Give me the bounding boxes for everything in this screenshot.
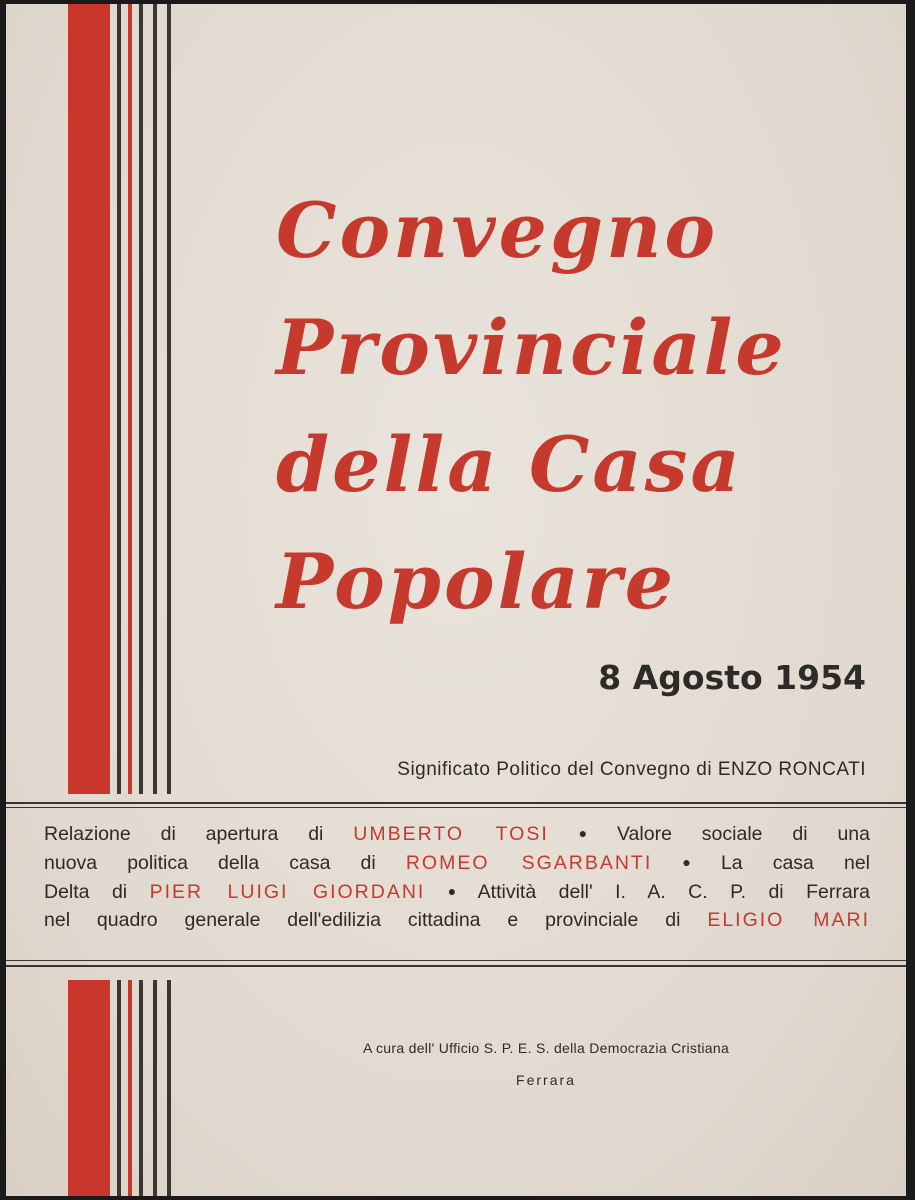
decorative-line bbox=[117, 980, 121, 1196]
decorative-line bbox=[139, 4, 143, 794]
divider-rule bbox=[6, 960, 906, 961]
title-line: della Casa bbox=[276, 420, 743, 509]
programme-text-segment: nel quadro generale dell'edilizia cittadina e provinciale di bbox=[44, 909, 681, 931]
title-line: Popolare bbox=[276, 537, 677, 626]
decorative-line bbox=[167, 980, 171, 1196]
title-line: Convegno bbox=[276, 186, 719, 275]
programme-line bbox=[44, 819, 870, 848]
decorative-red-bar-top bbox=[68, 4, 110, 794]
programme-line bbox=[44, 848, 870, 877]
bullet-icon: ● bbox=[447, 883, 457, 899]
speaker-name: UMBERTO TOSI bbox=[353, 823, 549, 845]
speaker-name: ELIGIO MARI bbox=[707, 909, 870, 931]
divider-rule bbox=[6, 802, 906, 804]
decorative-line bbox=[139, 980, 143, 1196]
speaker-name: PIER LUIGI GIORDANI bbox=[149, 881, 426, 903]
programme-line bbox=[44, 877, 870, 906]
programme-line bbox=[44, 906, 870, 934]
publisher-city: Ferrara bbox=[516, 1072, 576, 1088]
speaker-name: ROMEO SGARBANTI bbox=[405, 852, 653, 874]
programme-text bbox=[44, 819, 870, 934]
decorative-line bbox=[153, 980, 157, 1196]
programme-text-segment: nuova politica della casa di bbox=[44, 852, 376, 874]
poster-page bbox=[6, 4, 906, 1196]
decorative-line bbox=[128, 980, 132, 1196]
publisher-credit: A cura dell' Ufficio S. P. E. S. della Democrazia Cristiana bbox=[362, 1040, 730, 1056]
event-date: 8 Agosto 1954 bbox=[598, 658, 866, 697]
bullet-icon: ● bbox=[578, 825, 588, 841]
subtitle: Significato Politico del Convegno di ENZO RONCATI bbox=[397, 759, 866, 780]
title-line: Provinciale bbox=[276, 303, 787, 392]
programme-text-segment: Valore sociale di una bbox=[617, 823, 870, 845]
decorative-red-bar-bottom bbox=[68, 980, 110, 1196]
programme-text-segment: Relazione di apertura di bbox=[44, 823, 324, 845]
decorative-line bbox=[167, 4, 171, 794]
decorative-line bbox=[153, 4, 157, 794]
poster-title bbox=[276, 172, 836, 640]
divider-rule bbox=[6, 965, 906, 967]
programme-text-segment: La casa nel bbox=[720, 852, 871, 874]
programme-text-segment: Attività dell' I. A. C. P. di Ferrara bbox=[477, 881, 871, 903]
decorative-line bbox=[117, 4, 121, 794]
divider-rule bbox=[6, 807, 906, 808]
decorative-line bbox=[128, 4, 132, 794]
programme-text-segment: Delta di bbox=[44, 881, 128, 903]
bullet-icon: ● bbox=[682, 854, 691, 870]
